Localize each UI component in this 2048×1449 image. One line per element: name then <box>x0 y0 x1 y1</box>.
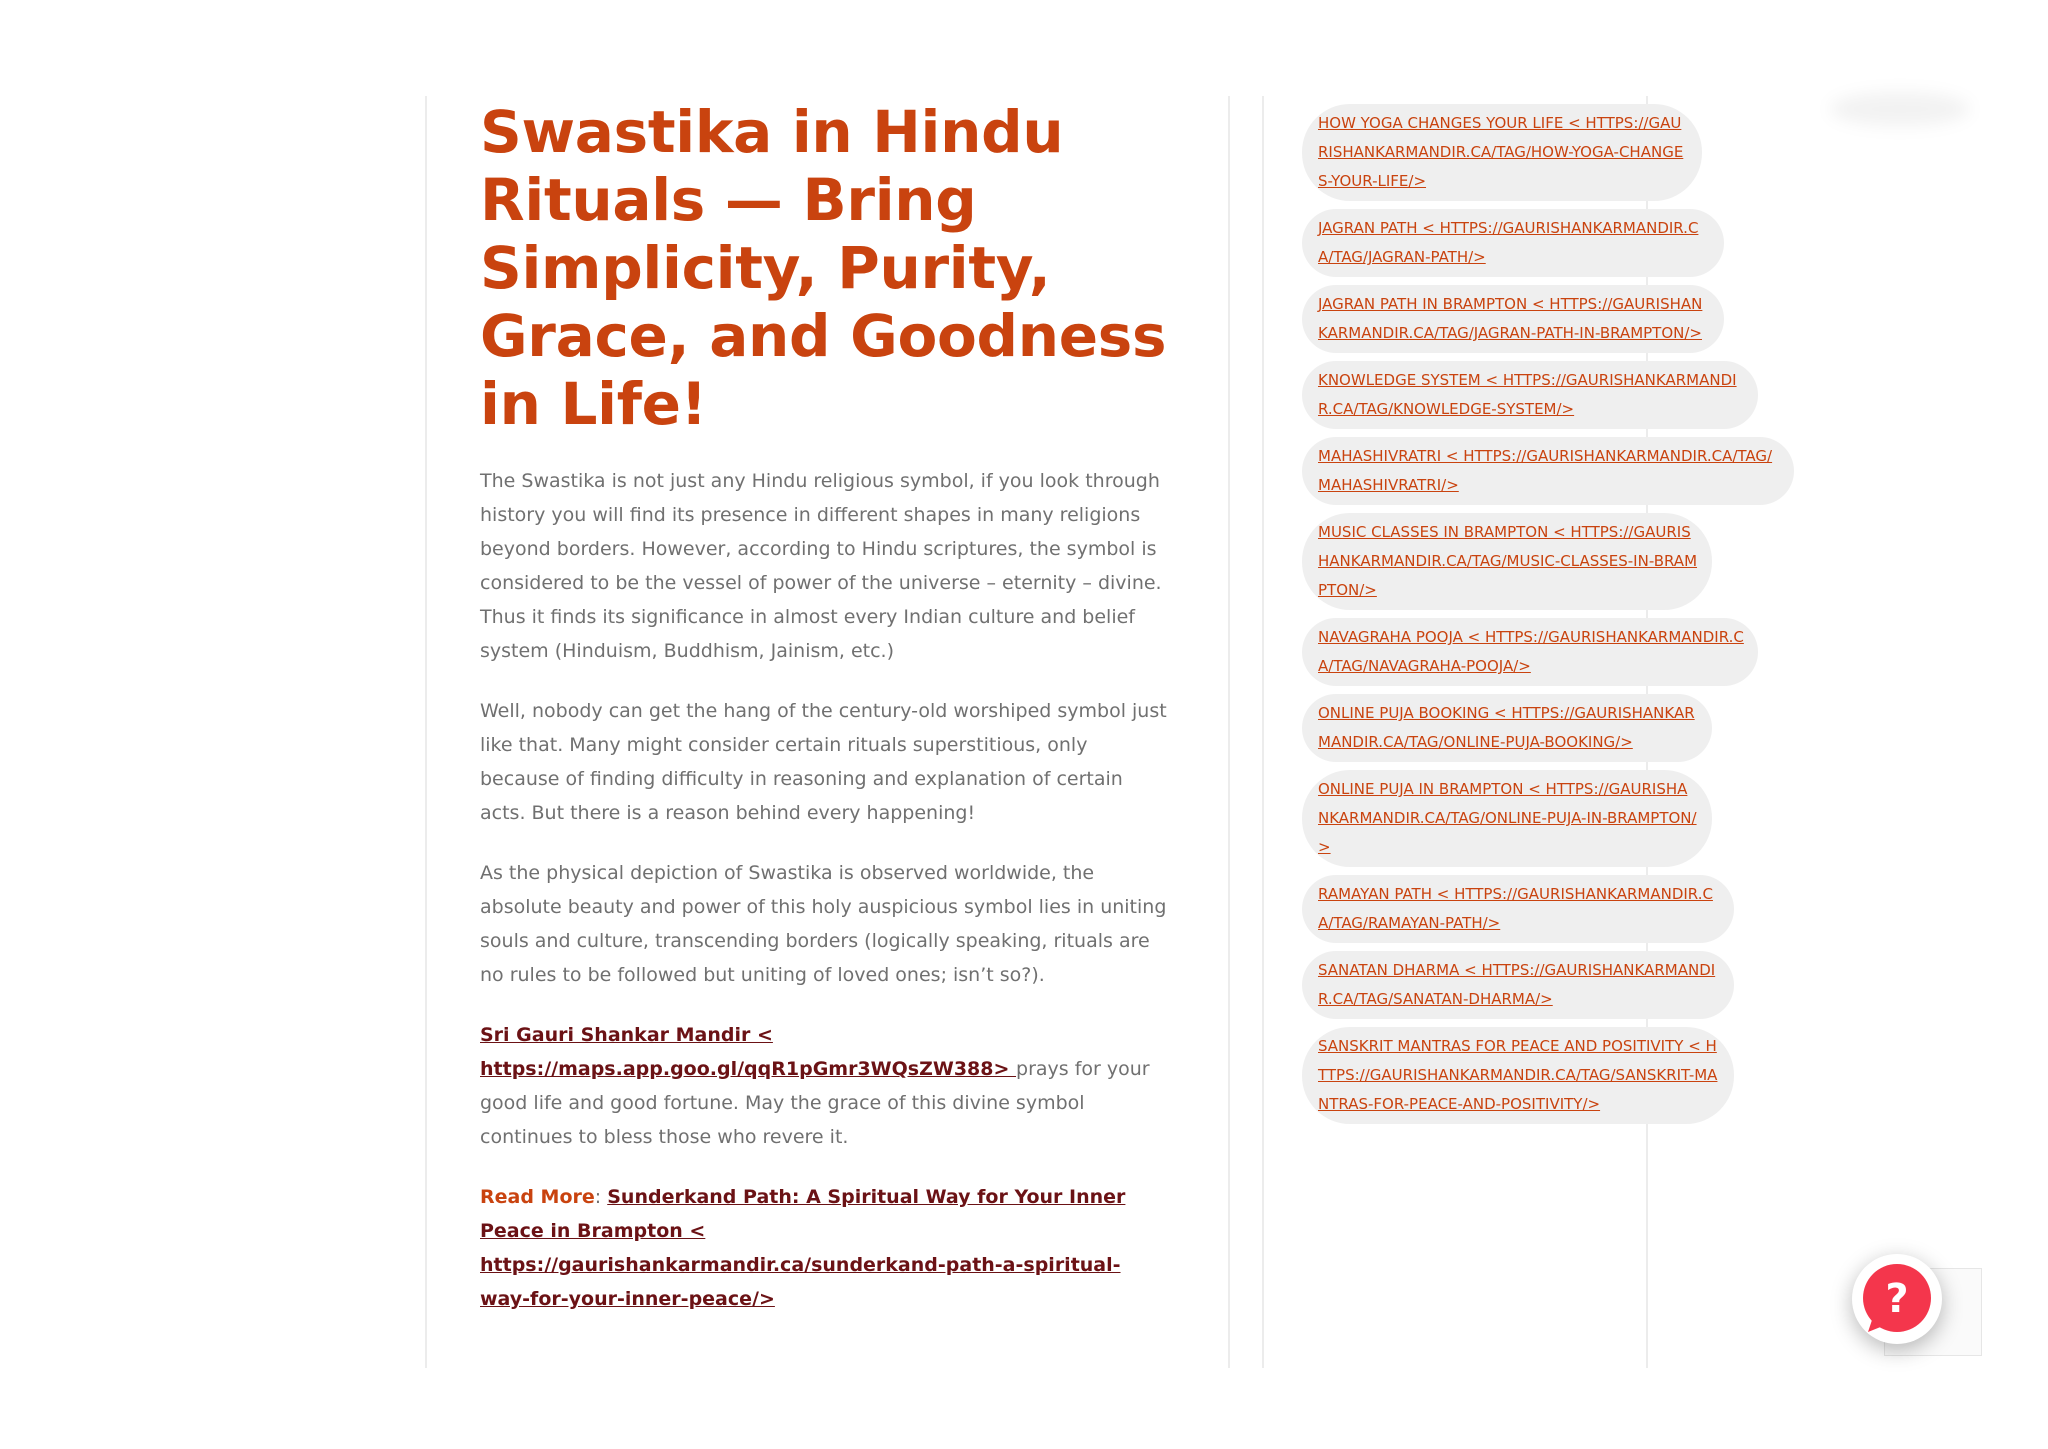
tag-link-music-classes-in-brampton[interactable]: MUSIC CLASSES IN BRAMPTON < HTTPS://GAURISHANKARMANDIR.CA/TAG/MUSIC-CLASSES-IN-BRAMPTON/> <box>1302 513 1712 610</box>
sidebar-left-border <box>1262 96 1264 1368</box>
read-more-paragraph <box>480 1180 1170 1316</box>
tag-link-sanskrit-mantras[interactable]: SANSKRIT MANTRAS FOR PEACE AND POSITIVITY < HTTPS://GAURISHANKARMANDIR.CA/TAG/SANSKRIT-MANTRAS-FOR-PEACE-AND-POSITIVITY/> <box>1302 1027 1734 1124</box>
article-paragraph-2: Well, nobody can get the hang of the century-old worshiped symbol just like that. Many might consider certain rituals superstitious, only because of finding difficulty in reasoning and explanation of certain acts. But there is a reason behind every happening! <box>480 700 1167 824</box>
decorative-shadow <box>1830 92 1970 126</box>
tag-link-jagran-path-in-brampton[interactable]: JAGRAN PATH IN BRAMPTON < HTTPS://GAURISHANKARMANDIR.CA/TAG/JAGRAN-PATH-IN-BRAMPTON/> <box>1302 285 1724 353</box>
mandir-paragraph <box>480 1018 1170 1154</box>
article-paragraph-3: As the physical depiction of Swastika is observed worldwide, the absolute beauty and power of this holy auspicious symbol lies in uniting souls and culture, transcending borders (logically speaking, rituals are no rules to be followed but uniting of loved ones; isn’t so?). <box>480 862 1167 986</box>
article-right-border <box>1228 96 1230 1368</box>
tag-link-ramayan-path[interactable]: RAMAYAN PATH < HTTPS://GAURISHANKARMANDIR.CA/TAG/RAMAYAN-PATH/> <box>1302 875 1734 943</box>
tag-cloud <box>1302 104 1822 1132</box>
left-content-border <box>425 96 427 1368</box>
tag-link-online-puja-in-brampton[interactable]: ONLINE PUJA IN BRAMPTON < HTTPS://GAURISHANKARMANDIR.CA/TAG/ONLINE-PUJA-IN-BRAMPTON/> <box>1302 770 1712 867</box>
read-more-link[interactable]: Sunderkand Path: A Spiritual Way for Your Inner Peace in Brampton < https://gaurishankarmandir.ca/sunderkand-path-a-spiritual-way-for-your-inner-peace/> <box>480 1186 1126 1310</box>
article-paragraph-1: The Swastika is not just any Hindu religious symbol, if you look through history you will find its presence in different shapes in many religions beyond borders. However, according to Hindu scriptures, the symbol is considered to be the vessel of power of the universe – eternity – divine. Thus it finds its significance in almost every Indian culture and belief system (Hinduism, Buddhism, Jainism, etc.) <box>480 470 1162 662</box>
read-more-label: Read More <box>480 1186 595 1208</box>
tag-link-sanatan-dharma[interactable]: SANATAN DHARMA < HTTPS://GAURISHANKARMANDIR.CA/TAG/SANATAN-DHARMA/> <box>1302 951 1734 1019</box>
tag-link-mahashivratri[interactable]: MAHASHIVRATRI < HTTPS://GAURISHANKARMANDIR.CA/TAG/MAHASHIVRATRI/> <box>1302 437 1794 505</box>
mandir-paragraph-text: prays for your good life and good fortune. May the grace of this divine symbol continues to bless those who revere it. <box>480 1058 1150 1148</box>
article <box>480 98 1170 1342</box>
tag-link-navagraha-pooja[interactable]: NAVAGRAHA POOJA < HTTPS://GAURISHANKARMANDIR.CA/TAG/NAVAGRAHA-POOJA/> <box>1302 618 1758 686</box>
mandir-map-link[interactable]: Sri Gauri Shankar Mandir < https://maps.app.goo.gl/qqR1pGmr3WQsZW388> <box>480 1024 1017 1080</box>
tag-link-how-yoga-changes-your-life[interactable]: HOW YOGA CHANGES YOUR LIFE < HTTPS://GAURISHANKARMANDIR.CA/TAG/HOW-YOGA-CHANGES-YOUR-LIFE/> <box>1302 104 1702 201</box>
help-button[interactable] <box>1852 1254 1942 1344</box>
tag-link-knowledge-system[interactable]: KNOWLEDGE SYSTEM < HTTPS://GAURISHANKARMANDIR.CA/TAG/KNOWLEDGE-SYSTEM/> <box>1302 361 1758 429</box>
tag-link-jagran-path[interactable]: JAGRAN PATH < HTTPS://GAURISHANKARMANDIR.CA/TAG/JAGRAN-PATH/> <box>1302 209 1724 277</box>
article-title: Swastika in Hindu Rituals — Bring Simplicity, Purity, Grace, and Goodness in Life! <box>480 98 1167 438</box>
help-glyph: ? <box>1885 1276 1909 1322</box>
question-mark-icon <box>1860 1262 1934 1336</box>
read-more-separator: : <box>594 1186 608 1208</box>
tag-link-online-puja-booking[interactable]: ONLINE PUJA BOOKING < HTTPS://GAURISHANKARMANDIR.CA/TAG/ONLINE-PUJA-BOOKING/> <box>1302 694 1712 762</box>
